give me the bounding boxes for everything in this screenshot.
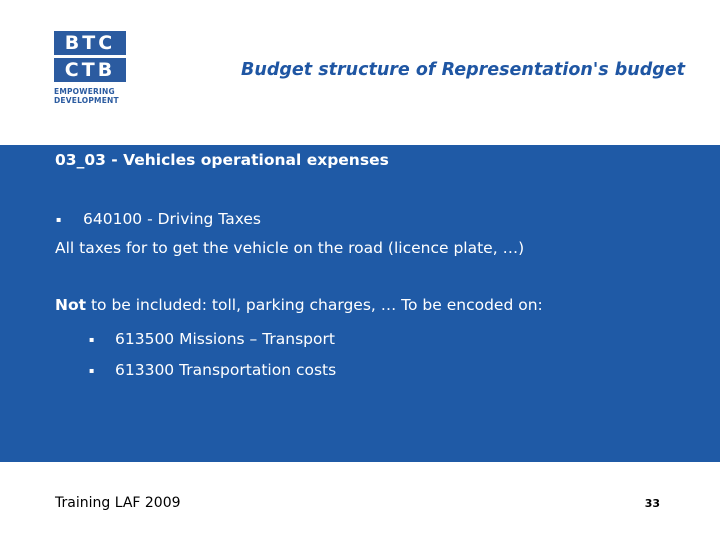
- exclusion-note-bold: Not: [55, 296, 87, 314]
- budget-line-613500: 613500 Missions – Transport: [115, 330, 335, 348]
- exclusion-note: [55, 296, 543, 314]
- bullet-icon: ▪: [89, 335, 95, 344]
- logo-tagline-line2: DEVELOPMENT: [54, 96, 119, 105]
- page-number: 33: [644, 497, 660, 510]
- footer-text: Training LAF 2009: [55, 495, 181, 511]
- logo-tagline: [54, 87, 126, 105]
- budget-line-613300: 613300 Transportation costs: [115, 361, 337, 379]
- description-text: All taxes for to get the vehicle on the road (licence plate, …): [55, 239, 525, 257]
- bullet-icon: ▪: [89, 366, 95, 375]
- budget-line-640100: 640100 - Driving Taxes: [83, 210, 262, 228]
- logo-btc: BTC: [54, 31, 126, 55]
- logo-tagline-line1: EMPOWERING: [54, 87, 115, 96]
- bullet-icon: ▪: [56, 215, 62, 224]
- section-heading: 03_03 - Vehicles operational expenses: [55, 151, 389, 169]
- slide-title: Budget structure of Representation's budget: [241, 60, 685, 80]
- exclusion-note-text: to be included: toll, parking charges, … To be encoded on:: [86, 296, 543, 314]
- logo-ctb: CTB: [54, 58, 126, 82]
- content-panel: [0, 145, 720, 462]
- btc-ctb-logo: [54, 31, 126, 105]
